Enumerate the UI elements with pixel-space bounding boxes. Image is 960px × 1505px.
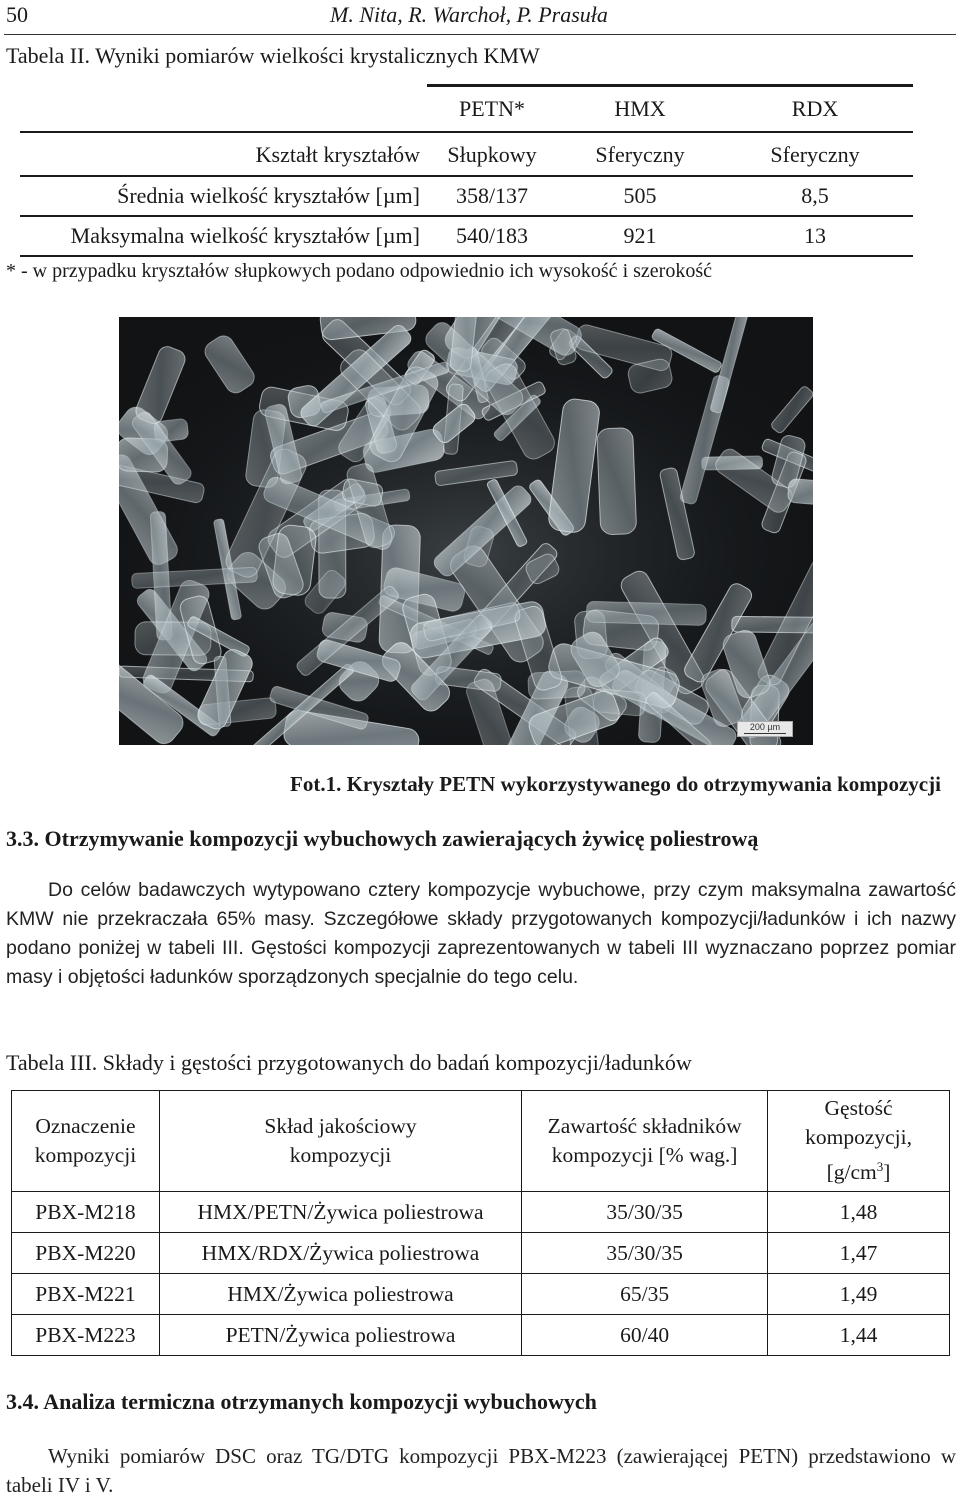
table2-col-header: HMX <box>614 96 666 121</box>
table2-cell: 358/137 <box>455 183 529 208</box>
table3-cell: PBX-M221 <box>12 1274 160 1315</box>
table3-cell: 60/40 <box>522 1315 768 1356</box>
table2-cell: Sferyczny <box>595 142 685 167</box>
table2-row-label: Średnia wielkość kryształów [µm] <box>117 183 420 208</box>
table3-cell: 35/30/35 <box>522 1192 768 1233</box>
crystal-shape <box>787 478 813 506</box>
table3-cell: 1,44 <box>768 1315 950 1356</box>
table2-row-rule <box>20 215 913 217</box>
table-row <box>12 1274 950 1315</box>
table-row <box>12 1315 950 1356</box>
table2-cell: 921 <box>623 223 657 248</box>
section-3-3-heading: 3.3. Otrzymywanie kompozycji wybuchowych zawierających żywicę poliestrową <box>6 826 759 851</box>
table3-cell: 65/35 <box>522 1274 768 1315</box>
table3-cell: PETN/Żywica poliestrowa <box>159 1315 521 1356</box>
table2-row-rule <box>20 175 913 177</box>
crystal-shape <box>586 601 706 625</box>
table2-header-rule <box>20 131 913 133</box>
running-header-authors: M. Nita, R. Warchoł, P. Prasuła <box>330 2 608 27</box>
table3-cell: PBX-M218 <box>12 1192 160 1233</box>
table3-header-cell: Zawartość składników kompozycji [% wag.] <box>522 1091 768 1192</box>
table-row <box>12 1192 950 1233</box>
table3-header-cell: Gęstość kompozycji, $[g/cm^3]$ <box>768 1091 950 1192</box>
table2-cell: Sferyczny <box>770 142 860 167</box>
table3-cell: 1,49 <box>768 1274 950 1315</box>
crystal-micrograph-image <box>119 317 813 745</box>
table3-cell: 1,47 <box>768 1233 950 1274</box>
table3-header-row <box>12 1091 950 1192</box>
table2-cell: 540/183 <box>455 223 529 248</box>
table2-footnote: * - w przypadku kryształów słupkowych podano odpowiednio ich wysokość i szerokość <box>6 260 712 282</box>
table3-cell: 1,48 <box>768 1192 950 1233</box>
section-3-4-paragraph: Wyniki pomiarów DSC oraz TG/DTG kompozycji PBX-M223 (zawierającej PETN) przedstawiono w tabeli IV i V. <box>6 1444 956 1497</box>
scale-bar: 200 µm <box>737 721 793 737</box>
table3-header-cell: Skład jakościowy kompozycji <box>159 1091 521 1192</box>
table2-col-header: RDX <box>791 96 839 121</box>
table3-cell: PBX-M220 <box>12 1233 160 1274</box>
section-3-3-paragraph: Do celów badawczych wytypowano cztery kompozycje wybuchowe, przy czym maksymalna zawartość KMW nie przekraczała 65% masy. Szczegółowe składy przygotowanych kompozycji/ładunków i ich nazwy podano poniżej w tabeli III. Gęstości kompozycji zaprezentowanych w tabeli III wyznaczano poprzez pomiar masy i objętości ładunków sporządzonych specjalnie do tego celu. <box>6 879 956 988</box>
table2-cell: Słupkowy <box>447 142 537 167</box>
table3 <box>11 1090 950 1356</box>
table3-cell: PBX-M223 <box>12 1315 160 1356</box>
section-3-4-heading: 3.4. Analiza termiczna otrzymanych kompozycji wybuchowych <box>6 1389 597 1414</box>
table2-cell: 13 <box>804 223 826 248</box>
header-rule <box>4 34 956 35</box>
table2-col-header: PETN* <box>459 96 525 121</box>
table3-cell: HMX/PETN/Żywica poliestrowa <box>159 1192 521 1233</box>
table3-cell: 35/30/35 <box>522 1233 768 1274</box>
crystal-micrograph <box>119 317 813 745</box>
table-row <box>12 1233 950 1274</box>
table2-caption: Tabela II. Wyniki pomiarów wielkości krystalicznych KMW <box>6 43 540 68</box>
table2-row-label: Kształt kryształów <box>255 142 420 167</box>
table3-caption: Tabela III. Składy i gęstości przygotowanych do badań kompozycji/ładunków <box>6 1050 692 1075</box>
table2-bottom-rule <box>20 255 913 257</box>
crystal-shape <box>597 428 637 535</box>
table2-cell: 505 <box>623 183 657 208</box>
table3-header-cell: Oznaczenie kompozycji <box>12 1091 160 1192</box>
table2-cell: 8,5 <box>801 183 829 208</box>
table3-cell: HMX/Żywica poliestrowa <box>159 1274 521 1315</box>
photo-caption: Fot.1. Kryształy PETN wykorzystywanego do otrzymywania kompozycji <box>290 772 941 796</box>
table2-top-rule <box>427 84 913 87</box>
page-number: 50 <box>6 2 28 27</box>
table3-cell: HMX/RDX/Żywica poliestrowa <box>159 1233 521 1274</box>
table2-row-label: Maksymalna wielkość kryształów [µm] <box>70 223 420 248</box>
